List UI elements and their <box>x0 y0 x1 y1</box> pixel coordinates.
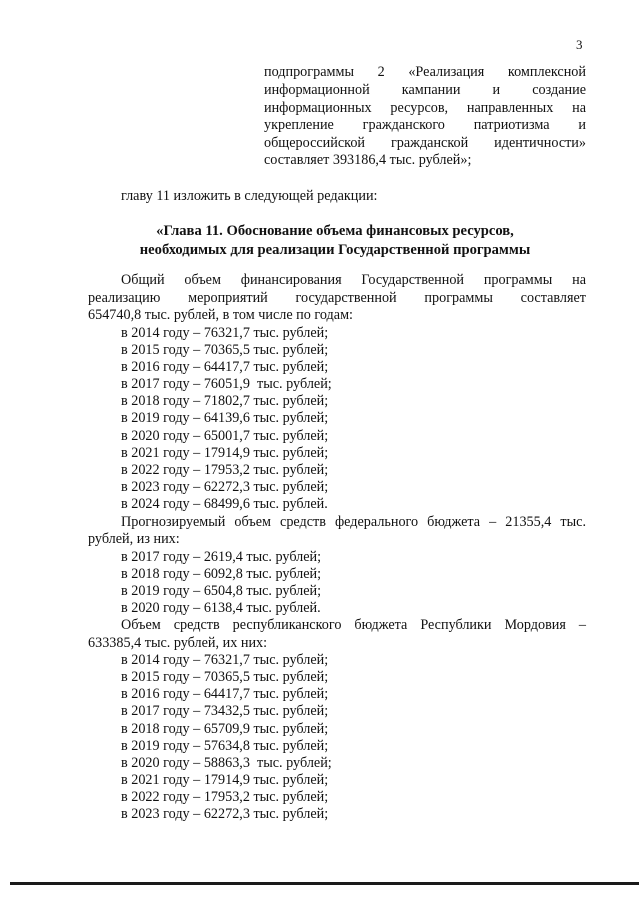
republic-year-item: в 2021 году – 17914,9 тыс. рублей; <box>121 772 329 788</box>
total-para-line: 654740,8 тыс. рублей, в том числе по годам: <box>88 307 353 323</box>
instruction-text: главу 11 изложить в следующей редакции: <box>121 188 378 204</box>
republic-year-item: в 2017 году – 73432,5 тыс. рублей; <box>121 703 329 719</box>
republic-year-item: в 2019 году – 57634,8 тыс. рублей; <box>121 738 329 754</box>
republic-para-line: 633385,4 тыс. рублей, их них: <box>88 635 268 651</box>
federal-year-item: в 2018 году – 6092,8 тыс. рублей; <box>121 566 322 582</box>
heading-line: «Глава 11. Обоснование объема финансовых ресурсов, <box>156 223 514 239</box>
total-year-item: в 2016 году – 64417,7 тыс. рублей; <box>121 359 329 375</box>
republic-year-item: в 2014 году – 76321,7 тыс. рублей; <box>121 652 329 668</box>
federal-year-item: в 2020 году – 6138,4 тыс. рублей. <box>121 600 321 616</box>
chapter-heading <box>90 222 580 260</box>
total-year-item: в 2014 году – 76321,7 тыс. рублей; <box>121 325 329 341</box>
intro-line: общероссийской гражданской идентичности» <box>264 135 586 151</box>
total-year-item: в 2020 году – 65001,7 тыс. рублей; <box>121 428 329 444</box>
federal-year-item: в 2017 году – 2619,4 тыс. рублей; <box>121 549 322 565</box>
total-para-line: реализацию мероприятий государственной программы составляет <box>88 290 586 306</box>
intro-line: информационной кампании и создание <box>264 82 586 98</box>
intro-line: подпрограммы 2 «Реализация комплексной <box>264 64 586 80</box>
total-year-item: в 2024 году – 68499,6 тыс. рублей. <box>121 496 328 512</box>
heading-line: необходимых для реализации Государственной программы <box>139 242 531 258</box>
intro-line: составляет 393186,4 тыс. рублей»; <box>264 152 472 168</box>
total-year-item: в 2018 году – 71802,7 тыс. рублей; <box>121 393 329 409</box>
total-year-item: в 2022 году – 17953,2 тыс. рублей; <box>121 462 329 478</box>
republic-year-item: в 2022 году – 17953,2 тыс. рублей; <box>121 789 329 805</box>
total-year-item: в 2015 году – 70365,5 тыс. рублей; <box>121 342 329 358</box>
federal-year-item: в 2019 году – 6504,8 тыс. рублей; <box>121 583 322 599</box>
republic-year-item: в 2015 году – 70365,5 тыс. рублей; <box>121 669 329 685</box>
total-year-item: в 2017 году – 76051,9 тыс. рублей; <box>121 376 332 392</box>
republic-year-item: в 2018 году – 65709,9 тыс. рублей; <box>121 721 329 737</box>
republic-year-item: в 2023 году – 62272,3 тыс. рублей; <box>121 806 329 822</box>
total-year-item: в 2019 году – 64139,6 тыс. рублей; <box>121 410 329 426</box>
total-year-item: в 2023 году – 62272,3 тыс. рублей; <box>121 479 329 495</box>
republic-para-line: Объем средств республиканского бюджета Республики Мордовия – <box>121 617 586 633</box>
page-bottom-edge <box>10 882 639 885</box>
page-number: 3 <box>576 37 583 52</box>
total-year-item: в 2021 году – 17914,9 тыс. рублей; <box>121 445 329 461</box>
federal-para-line: Прогнозируемый объем средств федерального бюджета – 21355,4 тыс. <box>121 514 586 530</box>
federal-para-line: рублей, из них: <box>88 531 180 547</box>
total-para-line: Общий объем финансирования Государственной программы на <box>121 272 586 288</box>
intro-line: укрепление гражданского патриотизма и <box>264 117 586 133</box>
intro-line: информационных ресурсов, направленных на <box>264 100 586 116</box>
republic-year-item: в 2020 году – 58863,3 тыс. рублей; <box>121 755 332 771</box>
republic-year-item: в 2016 году – 64417,7 тыс. рублей; <box>121 686 329 702</box>
